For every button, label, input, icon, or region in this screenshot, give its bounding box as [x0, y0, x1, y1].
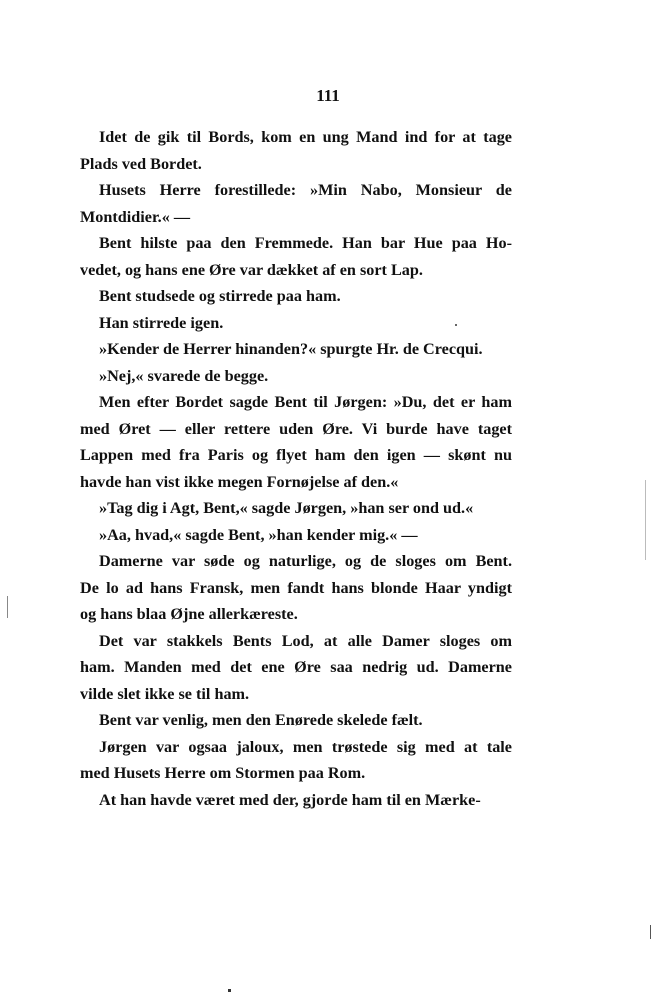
text-line: Bent studsede og stirrede paa ham. [99, 287, 341, 305]
scan-mark [645, 480, 646, 560]
paragraph [80, 363, 512, 390]
paragraph [80, 707, 512, 734]
text-line: Bent var venlig, men den Enørede skelede fælt. [99, 711, 423, 729]
text-line: med Husets Herre om Stormen paa Rom. [80, 764, 366, 782]
text-line: Lappen med fra Paris og flyet ham den igen — skønt nu [80, 446, 512, 464]
text-line: »Tag dig i Agt, Bent,« sagde Jørgen, »han ser ond ud.« [99, 499, 474, 517]
paragraph [80, 548, 512, 628]
text-line: vedet, og hans ene Øre var dækket af en sort Lap. [80, 260, 423, 279]
text-line: og hans blaa Øjne allerkæreste. [80, 605, 298, 623]
page-number: 111 [316, 86, 340, 105]
text-line: Montdidier.« — [80, 207, 191, 226]
paragraph [80, 283, 512, 310]
paragraph [80, 495, 512, 522]
paragraph [80, 177, 512, 230]
text-line: Idet de gik til Bords, kom en ung Mand ind for at tage [99, 128, 512, 146]
text-line: med Øret — eller rettere uden Øre. Vi burde have taget [80, 419, 512, 438]
paragraph [80, 734, 512, 787]
paragraph [80, 522, 512, 549]
text-line: »Kender de Herrer hinanden?« spurgte Hr. de Crecqui. [99, 340, 483, 358]
paragraph [80, 389, 512, 495]
scan-dot [228, 989, 231, 992]
paragraph [80, 230, 512, 283]
text-line: Damerne var søde og naturlige, og de sloges om Bent. [99, 552, 512, 570]
text-line: Det var stakkels Bents Lod, at alle Damer sloges om [99, 631, 512, 650]
scan-mark [7, 596, 8, 618]
body-text [80, 124, 512, 813]
text-line: Plads ved Bordet. [80, 154, 202, 173]
text-line: »Nej,« svarede de begge. [99, 366, 269, 385]
text-line: havde han vist ikke megen Fornøjelse af den.« [80, 472, 399, 491]
text-line: Jørgen var ogsaa jaloux, men trøstede sig med at tale [99, 737, 512, 756]
scan-dot [455, 324, 457, 326]
text-line: At han havde været med der, gjorde ham til en Mærke- [99, 790, 481, 809]
paragraph [80, 124, 512, 177]
scan-mark [650, 925, 651, 939]
text-line: De lo ad hans Fransk, men fandt hans blonde Haar yndigt [80, 578, 512, 597]
text-line: vilde slet ikke se til ham. [80, 684, 250, 703]
text-line: Husets Herre forestillede: »Min Nabo, Monsieur de [99, 181, 512, 199]
text-line: ham. Manden med det ene Øre saa nedrig ud. Damerne [80, 658, 512, 676]
paragraph [80, 336, 512, 363]
text-line: »Aa, hvad,« sagde Bent, »han kender mig.« — [99, 525, 418, 544]
text-line: Han stirrede igen. [99, 313, 224, 332]
paragraph [80, 787, 512, 814]
paragraph [80, 628, 512, 708]
text-line: Bent hilste paa den Fremmede. Han bar Hue paa Ho- [99, 234, 512, 252]
paragraph [80, 310, 512, 337]
text-line: Men efter Bordet sagde Bent til Jørgen: »Du, det er ham [99, 393, 512, 411]
